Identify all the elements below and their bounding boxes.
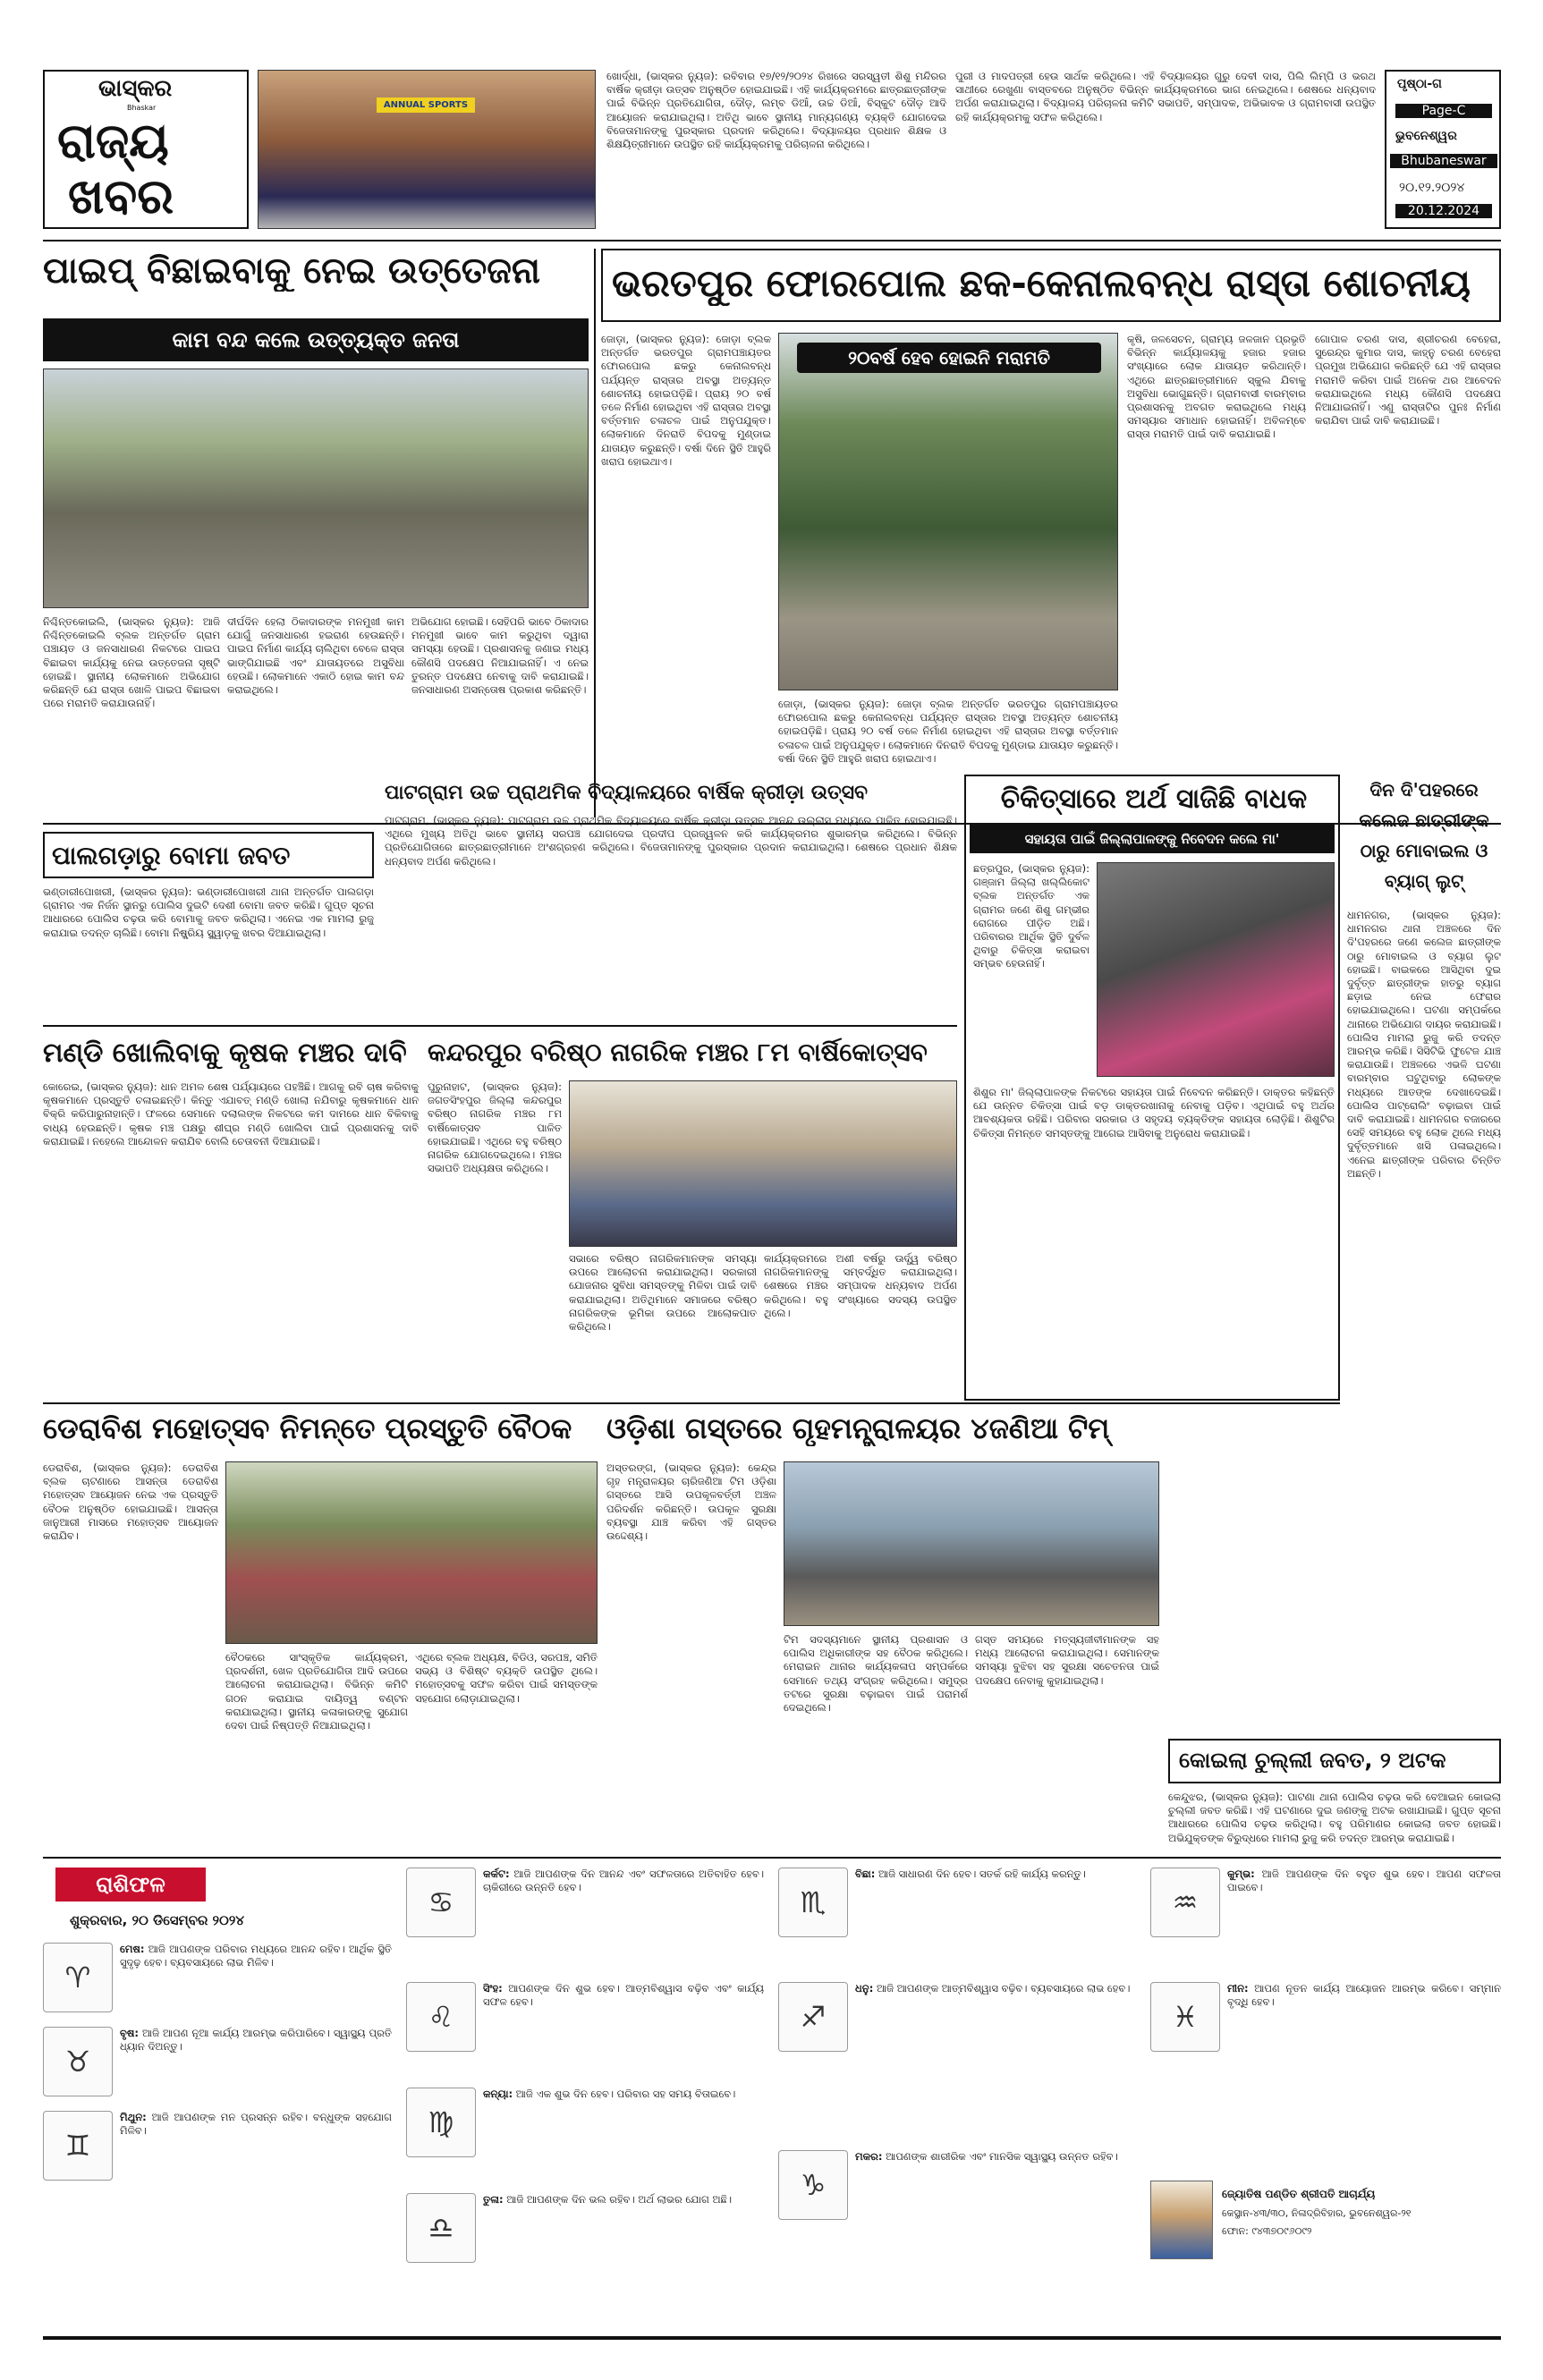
sagittarius-label: ଧନୁ:	[855, 1982, 874, 1995]
aquarius-icon: ♒	[1150, 1868, 1220, 1937]
date-or: ୨୦.୧୨.୨୦୨୪	[1399, 181, 1465, 195]
story7-body: କୋରେଇ, (ଭାସ୍କର ନ୍ୟୁଜ): ଧାନ ଅମଳ ଶେଷ ପର୍ଯ୍ୟାୟରେ ପହଞ୍ଚିଛି। ଆଗକୁ ରବି ଚାଷ କରିବାକୁ କୃଷକମାନେ ପ୍ରସ୍ତୁତି ଚଳାଇଛନ୍ତି। କିନ୍ତୁ ଏଯାବତ୍ ମଣ୍ଡି ଖୋଲା ନଯିବାରୁ କୃଷକମାନେ ଧାନ ବିକ୍ରି କରିପାରୁନାହାନ୍ତି। ଫଳରେ ସେମାନେ ଦଲାଲଙ୍କ ନିକଟରେ କମ ଦାମରେ ଧାନ ବିକିବାକୁ ବାଧ୍ୟ ହେଉଛନ୍ତି। କୃଷକ ମଞ୍ଚ ପକ୍ଷରୁ ଶୀଘ୍ର ମଣ୍ଡି ଖୋଲିବା ପାଇଁ ପ୍ରଶାସନକୁ ଦାବି କରାଯାଇଛି। ନହେଲେ ଆନ୍ଦୋଳନ କରାଯିବ ବୋଲି ଚେତାବନୀ ଦିଆଯାଇଛି।	[43, 1080, 419, 1148]
row-divider-4	[43, 1857, 1501, 1859]
taurus-body: ଆଜି ଆପଣ ନୂଆ କାର୍ଯ୍ୟ ଆରମ୍ଭ କରିପାରିବେ। ସ୍ୱାସ୍ଥ୍ୟ ପ୍ରତି ଧ୍ୟାନ ଦିଅନ୍ତୁ।	[120, 2027, 392, 2054]
story2-headline-box	[601, 249, 1501, 322]
story9-col2: ବୈଠକରେ ସାଂସ୍କୃତିକ କାର୍ଯ୍ୟକ୍ରମ, ପ୍ରଦର୍ଶନୀ, ଖେଳ ପ୍ରତିଯୋଗିତା ଆଦି ଉପରେ ଆଲୋଚନା କରାଯାଇଥିଲା। ବିଭିନ୍ନ କମିଟି ଗଠନ କରାଯାଇ ଦାୟିତ୍ୱ ବଣ୍ଟନ କରାଯାଇଥିଲା। ସ୍ଥାନୀୟ କଳାକାରଙ୍କୁ ସୁଯୋଗ ଦେବା ପାଇଁ ନିଷ୍ପତ୍ତି ନିଆଯାଇଥିଲା।	[225, 1651, 408, 1732]
story9-col1: ଡେରାବିଶ, (ଭାସ୍କର ନ୍ୟୁଜ): ଡେରାବିଶ ବ୍ଲକ ଚାଟଣାରେ ଆସନ୍ତା ଡେରାବିଶ ମହୋତ୍ସବ ଆୟୋଜନ ନେଇ ଏକ ପ୍ରସ୍ତୁତି ବୈଠକ ଅନୁଷ୍ଠିତ ହୋଇଯାଇଛି। ଆସନ୍ତା ଜାନୁଆରୀ ମାସରେ ମହୋତ୍ସବ ଆୟୋଜନ କରାଯିବ।	[43, 1461, 218, 1543]
libra-label: ତୁଳା:	[483, 2193, 504, 2206]
story2-col1b: ଜୋଡ଼ା, (ଭାସ୍କର ନ୍ୟୁଜ): ଜୋଡ଼ା ବ୍ଲକ ଅନ୍ତର୍ଗତ ଭରତପୁର ଗ୍ରାମପଞ୍ଚାୟତର ଫୋରପୋଲ ଛକରୁ କେନାଲବନ୍ଧ ପର୍ଯ୍ୟନ୍ତ ରାସ୍ତାର ଅବସ୍ଥା ଅତ୍ୟନ୍ତ ଶୋଚନୀୟ ହୋଇପଡ଼ିଛି। ପ୍ରାୟ ୨୦ ବର୍ଷ ତଳେ ନିର୍ମାଣ ହୋଇଥିବା ଏହି ରାସ୍ତାର ଅବସ୍ଥା ବର୍ତ୍ତମାନ ଚଳାଚଳ ପାଇଁ ଅନୁପଯୁକ୍ତ। ଲୋକମାନେ ଦିନରାତି ବିପଦକୁ ମୁଣ୍ଡାଇ ଯାତାୟତ କରୁଛନ୍ତି। ବର୍ଷା ଦିନେ ସ୍ଥିତି ଆହୁରି ଖରାପ ହୋଇଥାଏ।	[778, 698, 1118, 765]
masthead-divider	[43, 240, 1501, 241]
cancer-label: କର୍କଟ:	[483, 1868, 510, 1880]
capricorn-label: ମକର:	[855, 2150, 883, 2163]
story11-body: କେନ୍ଦୁଝର, (ଭାସ୍କର ନ୍ୟୁଜ): ପାଟଣା ଥାନା ପୋଲିସ ଚଢ଼ଉ କରି ବେଆଇନ କୋଇଲା ଚୁଲ୍ଲୀ ଜବତ କରିଛି। ଏହି ଘଟଣାରେ ଦୁଇ ଜଣଙ୍କୁ ଅଟକ ରଖାଯାଇଛି। ଗୁପ୍ତ ସୂଚନା ଆଧାରରେ ପୋଲିସ ଚଢ଼ଉ କରିଥିଲା। ବହୁ ପରିମାଣର କୋଇଲା ଜବତ ହୋଇଛି। ଅଭିଯୁକ୍ତଙ୍କ ବିରୁଦ୍ଧରେ ମାମଲା ରୁଜୁ କରି ତଦନ୍ତ ଆରମ୍ଭ କରାଯାଇଛି।	[1168, 1791, 1501, 1844]
zodiac-cancer	[406, 1868, 764, 1975]
aquarius-text	[1227, 1868, 1501, 1973]
story8-photo	[569, 1080, 957, 1247]
gemini-label: ମିଥୁନ:	[120, 2111, 147, 2123]
zodiac-gemini	[43, 2111, 392, 2188]
masthead-story-right: ପୁରୀ ଓ ମାଦପତ୍ରୀ ହେଉ ସାର୍ଥକ କରିଥିଲେ। ଏହି ବିଦ୍ୟାଳୟର ଗୁରୁ ଦେବୀ ଦାସ, ପିଲି ଲିମ୍ପି ଓ ଭରଥ ସାଥୀରେ ରେଖୁଣା ବାସ୍ତବରେ ଅନୁଷ୍ଠିତ ବିଭିନ୍ନ କାର୍ଯ୍ୟକ୍ରମରେ ଭାଗ ନେଇଥିଲେ। ଶେଷରେ ଧନ୍ୟବାଦ ଅର୍ପଣ କରାଯାଇଥିଲା। ବିଦ୍ୟାଳୟ ପରିଚାଳନା କମିଟି ସଭାପତି, ସମ୍ପାଦକ, ଅଭିଭାବକ ଓ ଗ୍ରାମବାସୀ ଉପସ୍ଥିତ ରହି କାର୍ଯ୍ୟକ୍ରମକୁ ସଫଳ କରିଥିଲେ।	[955, 70, 1376, 123]
cancer-text	[483, 1868, 764, 1973]
story8-col3: କାର୍ଯ୍ୟକ୍ରମରେ ଅଶୀ ବର୍ଷରୁ ଊର୍ଦ୍ଧ୍ୱ ବରିଷ୍ଠ ନାଗରିକମାନଙ୍କୁ ସମ୍ବର୍ଦ୍ଧିତ କରାଯାଇଥିଲା। ଶେଷରେ ମଞ୍ଚର ସମ୍ପାଦକ ଧନ୍ୟବାଦ ଅର୍ପଣ କରିଥିଲେ। ବହୁ ସଂଖ୍ୟାରେ ସଦସ୍ୟ ଉପସ୍ଥିତ ଥିଲେ।	[764, 1252, 957, 1319]
story3-headline: ପାଲଗଡ଼ାରୁ ବୋମା ଜବତ	[52, 841, 291, 870]
story10-photo	[784, 1461, 1159, 1626]
scorpio-label: ବିଛା:	[855, 1868, 876, 1880]
section-title-line1: ରାଜ୍ୟ	[57, 113, 169, 169]
story11-headline-box	[1168, 1739, 1501, 1783]
aries-icon: ♈	[43, 1943, 113, 2012]
zodiac-scorpio	[778, 1868, 1136, 1975]
zodiac-sagittarius	[778, 1982, 1136, 2143]
zodiac-aries	[43, 1943, 392, 2020]
gemini-icon: ♊	[43, 2111, 113, 2181]
story2-photo-caption: ୨୦ବର୍ଷ ହେବ ହୋଇନି ମରାମତି	[797, 343, 1101, 373]
cancer-body: ଆଜି ଆପଣଙ୍କ ଦିନ ଆନନ୍ଦ ଏବଂ ସଫଳତାରେ ଅତିବାହିତ ହେବ। ଚାକିରୀରେ ଉନ୍ନତି ହେବ।	[483, 1868, 764, 1894]
story5-photo	[1097, 862, 1335, 1077]
scorpio-text	[855, 1868, 1136, 1973]
story9-col3: ଏଥିରେ ବ୍ଲକ ଅଧ୍ୟକ୍ଷ, ବିଡିଓ, ସରପଞ୍ଚ, ସମିତି ସଭ୍ୟ ଓ ବିଶିଷ୍ଟ ବ୍ୟକ୍ତି ଉପସ୍ଥିତ ଥିଲେ। ମହୋତ୍ସବକୁ ସଫଳ କରିବା ପାଇଁ ସମସ୍ତଙ୍କ ସହଯୋଗ ଲୋଡ଼ାଯାଇଥିଲା।	[415, 1651, 598, 1705]
pisces-body: ଆପଣ ନୂତନ କାର୍ଯ୍ୟ ଆୟୋଜନ ଆରମ୍ଭ କରିବେ। ସମ୍ମାନ ବୃଦ୍ଧି ହେବ।	[1227, 1982, 1501, 2009]
col-divider	[594, 249, 596, 817]
section-title-line2: ଖବର	[68, 168, 174, 224]
story7-headline: ମଣ୍ଡି ଖୋଲିବାକୁ କୃଷକ ମଞ୍ଚର ଦାବି	[43, 1038, 407, 1069]
astrologer-name: ଜ୍ୟୋତିଷ ପଣ୍ଡିତ ଶ୍ରୀପତି ଆଚାର୍ଯ୍ୟ	[1222, 2188, 1376, 2200]
sagittarius-body: ଆଜି ଆପଣଙ୍କ ଆତ୍ମବିଶ୍ୱାସ ବଢ଼ିବ। ବ୍ୟବସାୟରେ ଲାଭ ହେବ।	[876, 1982, 1131, 1995]
aquarius-label: କୁମ୍ଭ:	[1227, 1868, 1255, 1880]
capricorn-body: ଆପଣଙ୍କ ଶାରୀରିକ ଏବଂ ମାନସିକ ସ୍ୱାସ୍ଥ୍ୟ ଉନ୍ନତ ରହିବ।	[886, 2150, 1118, 2163]
brand-tag: Bhaskar	[127, 104, 157, 112]
story2-headline: ଭରତପୁର ଫୋରପୋଲ ଛକ-କେନାଲବନ୍ଧ ରାସ୍ତା ଶୋଚନୀୟ	[612, 261, 1471, 305]
story5-col2: ଶିଶୁର ମା' ଜିଲ୍ଲାପାଳଙ୍କ ନିକଟରେ ସହାୟତା ପାଇଁ ନିବେଦନ କରିଛନ୍ତି। ଡାକ୍ତର କହିଛନ୍ତି ଯେ ଉନ୍ନତ ଚିକିତ୍ସା ପାଇଁ ବଡ଼ ଡାକ୍ତରଖାନାକୁ ନେବାକୁ ପଡ଼ିବ। ଏଥିପାଇଁ ବହୁ ଅର୍ଥର ଆବଶ୍ୟକତା ରହିଛି। ପରିବାର ସରକାର ଓ ସହୃଦୟ ବ୍ୟକ୍ତିଙ୍କ ସହାୟତା ଲୋଡ଼ିଛି। ଶିଶୁଟିର ଚିକିତ୍ସା ନିମନ୍ତେ ସମସ୍ତଙ୍କୁ ଆଗେଇ ଆସିବାକୁ ଅନୁରୋଧ କରାଯାଇଛି।	[973, 1086, 1335, 1139]
story1-col1: ନିଶ୍ଚିନ୍ତକୋଇଲି, (ଭାସ୍କର ନ୍ୟୁଜ): ଆଜି ନିଶ୍ଚିନ୍ତକୋଇଲି ବ୍ଲକ ଅନ୍ତର୍ଗତ ଗ୍ରାମ ପଞ୍ଚାୟତ ଓ ଜନସାଧାରଣ ନିକଟରେ ପାଇପ ବିଛାଇବା କାର୍ଯ୍ୟକୁ ନେଇ ଉତ୍ତେଜନା ସୃଷ୍ଟି ହୋଇଛି। ସ୍ଥାନୀୟ ଲୋକମାନେ ଅଭିଯୋଗ କରିଛନ୍ତି ଯେ ରାସ୍ତା ଖୋଳି ପାଇପ ବିଛାଇବା ପରେ ମରାମତି କରାଯାଉନାହିଁ।	[43, 615, 220, 710]
astrologer-avatar	[1150, 2181, 1213, 2259]
zodiac-aquarius	[1150, 1868, 1501, 1975]
masthead-photo	[258, 70, 596, 229]
zodiac-pisces	[1150, 1982, 1501, 2143]
virgo-icon: ♍	[406, 2088, 476, 2157]
pisces-icon: ♓	[1150, 1982, 1220, 2052]
taurus-label: ବୃଷ:	[120, 2027, 139, 2039]
story5-subhead: ସହାୟତା ପାଇଁ ଜିଲ୍ଲାପାଳଙ୍କୁ ନିବେଦନ କଲେ ମା'	[970, 825, 1335, 853]
story2-col2: କୃଷି, ଜଳସେଚନ, ଗ୍ରାମ୍ୟ ଜଳଜାନ ପ୍ରଭୃତି ବିଭିନ୍ନ କାର୍ଯ୍ୟାଳୟକୁ ହଜାର ହଜାର ସଂଖ୍ୟାରେ ଲୋକ ଯାତାୟତ କରିଥାନ୍ତି। ଏଥିରେ ଛାତ୍ରଛାତ୍ରୀମାନେ ସ୍କୁଲ ଯିବାକୁ ଅସୁବିଧା ଭୋଗୁଛନ୍ତି। ଗ୍ରାମବାସୀ ବାରମ୍ବାର ପ୍ରଶାସନକୁ ଅବଗତ କରାଇଥିଲେ ମଧ୍ୟ ସମସ୍ୟାର ସମାଧାନ ହୋଇନାହିଁ। ଅବିଳମ୍ବେ ରାସ୍ତା ମରାମତି ପାଇଁ ଦାବି କରାଯାଇଛି।	[1127, 333, 1306, 441]
row-divider-3	[43, 1402, 1340, 1404]
virgo-text	[483, 2088, 764, 2184]
virgo-label: କନ୍ୟା:	[483, 2088, 513, 2100]
story6-body: ଧାମନଗର, (ଭାସ୍କର ନ୍ୟୁଜ): ଧାମନଗର ଥାନା ଅଞ୍ଚଳରେ ଦିନ ଦି'ପହରରେ ଜଣେ କଲେଜ ଛାତ୍ରୀଙ୍କ ଠାରୁ ମୋବାଇଲ ଓ ବ୍ୟାଗ ଲୁଟ ହୋଇଛି। ବାଇକରେ ଆସିଥିବା ଦୁଇ ଦୁର୍ବୃତ୍ତ ଛାତ୍ରୀଙ୍କ ହାତରୁ ବ୍ୟାଗ ଛଡ଼ାଇ ନେଇ ଫେରାର ହୋଇଯାଇଥିଲେ। ଘଟଣା ସମ୍ପର୍କରେ ଥାନାରେ ଅଭିଯୋଗ ଦାୟର କରାଯାଇଛି। ପୋଲିସ ମାମଲା ରୁଜୁ କରି ତଦନ୍ତ ଆରମ୍ଭ କରିଛି। ସିସିଟିଭି ଫୁଟେଜ ଯାଞ୍ଚ କରାଯାଉଛି। ଅଞ୍ଚଳରେ ଏଭଳି ଘଟଣା ବାରମ୍ବାର ଘଟୁଥିବାରୁ ଲୋକଙ୍କ ମଧ୍ୟରେ ଆତଙ୍କ ଦେଖାଦେଇଛି। ପୋଲିସ ପାଟ୍ରୋଲିଂ ବଢ଼ାଇବା ପାଇଁ ଦାବି କରାଯାଇଛି। ଧାମନଗର ବଜାରରେ ସେହି ସମୟରେ ବହୁ ଲୋକ ଥିଲେ ମଧ୍ୟ ଦୁର୍ବୃତ୍ତମାନେ ଖସି ପଳାଇଥିଲେ। ଏନେଇ ଛାତ୍ରୀଙ୍କ ପରିବାର ଚିନ୍ତିତ ଅଛନ୍ତି।	[1347, 909, 1501, 1180]
libra-text	[483, 2193, 764, 2290]
city-or: ଭୁବନେଶ୍ୱର	[1395, 129, 1457, 143]
page-bottom-rule	[43, 2336, 1501, 2340]
story6-box	[1347, 775, 1501, 1732]
story8-headline: କନ୍ଦରପୁର ବରିଷ୍ଠ ନାଗରିକ ମଞ୍ଚର ୮ମ ବାର୍ଷିକୋତ୍ସବ	[428, 1038, 928, 1067]
zodiac-leo	[406, 1982, 764, 2080]
story1-col2: ଦୀର୍ଘଦିନ ହେଲା ଠିକାଦାରଙ୍କ ମନମୁଖୀ କାମ ଯୋଗୁଁ ଜନସାଧାରଣ ହଇରାଣ ହେଉଛନ୍ତି। ପାଇପ ନିର୍ମାଣ କାର୍ଯ୍ୟ ଚାଲିଥିବା ବେଳେ ରାସ୍ତା ଭାଙ୍ଗିଯାଇଛି ଏବଂ ଯାତାୟତରେ ଅସୁବିଧା ହେଉଛି। ଲୋକମାନେ ଏକାଠି ହୋଇ କାମ ବନ୍ଦ କରାଇଥିଲେ।	[227, 615, 404, 697]
scorpio-body: ଆଜି ସାଧାରଣ ଦିନ ହେବ। ସତର୍କ ରହି କାର୍ଯ୍ୟ କରନ୍ତୁ।	[878, 1868, 1086, 1880]
zodiac-capricorn	[778, 2150, 1136, 2293]
leo-label: ସିଂହ:	[483, 1982, 503, 1995]
masthead	[43, 70, 1501, 231]
story5-headline: ଚିକିତ୍ସାରେ ଅର୍ଥ ସାଜିଛି ବାଧକ	[1000, 783, 1308, 815]
story8-col1: ପୁରୁନାହାଟ, (ଭାସ୍କର ନ୍ୟୁଜ): ଜଗତସିଂହପୁର ଜିଲ୍ଲା କନ୍ଦରପୁର ବରିଷ୍ଠ ନାଗରିକ ମଞ୍ଚର ୮ମ ବାର୍ଷିକୋତ୍ସବ ପାଳିତ ହୋଇଯାଇଛି। ଏଥିରେ ବହୁ ବରିଷ୍ଠ ନାଗରିକ ଯୋଗଦେଇଥିଲେ। ମଞ୍ଚର ସଭାପତି ଅଧ୍ୟକ୍ଷତା କରିଥିଲେ।	[428, 1080, 562, 1175]
aquarius-body: ଆଜି ଆପଣଙ୍କ ଦିନ ବହୁତ ଶୁଭ ହେବ। ଆପଣ ସଫଳତା ପାଇବେ।	[1227, 1868, 1501, 1894]
story4-body: ପାଟଗ୍ରାମ, (ଭାସ୍କର ନ୍ୟୁଜ): ପାଟଗ୍ରାମ ଉଚ୍ଚ ପ୍ରାଥମିକ ବିଦ୍ୟାଳୟରେ ବାର୍ଷିକ କ୍ରୀଡ଼ା ଉତ୍ସବ ଆନନ୍ଦ ଉଲ୍ଲାସ ମଧ୍ୟରେ ପାଳିତ ହୋଇଯାଇଛି। ଏଥିରେ ମୁଖ୍ୟ ଅତିଥି ଭାବେ ସ୍ଥାନୀୟ ସରପଞ୍ଚ ଯୋଗଦେଇ ପ୍ରଦୀପ ପ୍ରଜ୍ୱଳନ କରି କାର୍ଯ୍ୟକ୍ରମର ଶୁଭାରମ୍ଭ କରିଥିଲେ। ବିଭିନ୍ନ ପ୍ରତିଯୋଗିତାରେ ଛାତ୍ରଛାତ୍ରୀମାନେ ଅଂଶଗ୍ରହଣ କରିଥିଲେ। ବିଜେତାମାନଙ୍କୁ ପୁରସ୍କାର ପ୍ରଦାନ କରାଯାଇଥିଲା। ଶେଷରେ ପ୍ରଧାନ ଶିକ୍ଷକ ଧନ୍ୟବାଦ ଅର୍ପଣ କରିଥିଲେ।	[385, 814, 957, 868]
zodiac-libra	[406, 2193, 764, 2291]
horoscope-title: ରାଶିଫଳ	[55, 1868, 206, 1901]
sports-banner: ANNUAL SPORTS	[377, 97, 475, 113]
story1-col3: ଅଭିଯୋଗ ହୋଇଛି। ସେହିପରି ଭାବେ ଠିକାଦାର ମନମୁଖୀ ଭାବେ କାମ କରୁଥିବା ଦ୍ୱାରା ସମସ୍ୟା ହେଉଛି। ପ୍ରଶାସନକୁ ଜଣାଇ ମଧ୍ୟ କୌଣସି ପଦକ୍ଷେପ ନିଆଯାଇନାହିଁ। ଏ ନେଇ ତୁରନ୍ତ ପଦକ୍ଷେପ ନେବାକୁ ଦାବି କରାଯାଇଛି। ଜନସାଧାରଣ ଅସନ୍ତୋଷ ପ୍ରକାଶ କରିଛନ୍ତି।	[411, 615, 589, 697]
leo-text	[483, 1982, 764, 2079]
pisces-label: ମୀନ:	[1227, 1982, 1249, 1995]
masthead-story-left: ଖୋର୍ଦ୍ଧା, (ଭାସ୍କର ନ୍ୟୁଜ): ରବିବାର ୧୭/୧୨/୨୦୨୪ ରିଖରେ ସରସ୍ୱତୀ ଶିଶୁ ମନ୍ଦିରର ବାର୍ଷିକ କ୍ରୀଡ଼ା ଉତ୍ସବ ଅନୁଷ୍ଠିତ ହୋଇଯାଇଛି। ଏହି କାର୍ଯ୍ୟକ୍ରମରେ ଛାତ୍ରଛାତ୍ରୀଙ୍କ ପାଇଁ ବିଭିନ୍ନ ପ୍ରତିଯୋଗିତା, ଦୌଡ଼, ଲମ୍ବ ଡିଆଁ, ଉଚ୍ଚ ଡିଆଁ, ବିସ୍କୁଟ ଦୌଡ଼ ଆଦି ଆୟୋଜନ କରାଯାଇଥିଲା। ଅତିଥି ଭାବେ ସ୍ଥାନୀୟ ମାନ୍ୟଗଣ୍ୟ ବ୍ୟକ୍ତି ଯୋଗଦେଇ ବିଜେତାମାନଙ୍କୁ ପୁରସ୍କାର ପ୍ରଦାନ କରିଥିଲେ। ବିଦ୍ୟାଳୟର ପ୍ରଧାନ ଶିକ୍ଷକ ଓ ଶିକ୍ଷୟିତ୍ରୀମାନେ ଉପସ୍ଥିତ ରହି କାର୍ଯ୍ୟକ୍ରମକୁ ପରିଚାଳନା କରିଥିଲେ।	[606, 70, 946, 151]
page-label-or: ପୃଷ୍ଠା-ଗ	[1397, 77, 1442, 91]
libra-icon: ♎	[406, 2193, 476, 2263]
story3-headline-box	[43, 832, 374, 878]
scorpio-icon: ♏	[778, 1868, 848, 1937]
story2-col1: ଜୋଡ଼ା, (ଭାସ୍କର ନ୍ୟୁଜ): ଜୋଡ଼ା ବ୍ଲକ ଅନ୍ତର୍ଗତ ଭରତପୁର ଗ୍ରାମପଞ୍ଚାୟତର ଫୋରପୋଲ ଛକରୁ କେନାଲବନ୍ଧ ପର୍ଯ୍ୟନ୍ତ ରାସ୍ତାର ଅବସ୍ଥା ଅତ୍ୟନ୍ତ ଶୋଚନୀୟ ହୋଇପଡ଼ିଛି। ପ୍ରାୟ ୨୦ ବର୍ଷ ତଳେ ନିର୍ମାଣ ହୋଇଥିବା ଏହି ରାସ୍ତାର ଅବସ୍ଥା ବର୍ତ୍ତମାନ ଚଳାଚଳ ପାଇଁ ଅନୁପଯୁକ୍ତ। ଲୋକମାନେ ଦିନରାତି ବିପଦକୁ ମୁଣ୍ଡାଇ ଯାତାୟତ କରୁଛନ୍ତି। ବର୍ଷା ଦିନେ ସ୍ଥିତି ଆହୁରି ଖରାପ ହୋଇଥାଏ।	[601, 333, 771, 468]
astrologer-phone: ଫୋନ: ୯୪୩୭୦୯୬୦୯୨	[1222, 2225, 1312, 2237]
pisces-text	[1227, 1982, 1501, 2141]
story5-box	[964, 775, 1340, 1401]
zodiac-taurus	[43, 2027, 392, 2104]
astrologer-box	[1150, 2172, 1501, 2270]
libra-body: ଆଜି ଆପଣଙ୍କ ଦିନ ଭଲ ରହିବ। ଅର୍ଥ ଲାଭର ଯୋଗ ଅଛି।	[506, 2193, 733, 2206]
story10-col1: ଅସ୍ତରଙ୍ଗ, (ଭାସ୍କର ନ୍ୟୁଜ): କେନ୍ଦ୍ର ଗୃହ ମନ୍ତ୍ରାଳୟର ଚାରିଜଣିଆ ଟିମ ଓଡ଼ିଶା ଗସ୍ତରେ ଆସି ଉପକୂଳବର୍ତ୍ତୀ ଅଞ୍ଚଳ ପରିଦର୍ଶନ କରିଛନ୍ତି। ଉପକୂଳ ସୁରକ୍ଷା ବ୍ୟବସ୍ଥା ଯାଞ୍ଚ କରିବା ଏହି ଗସ୍ତର ଉଦ୍ଦେଶ୍ୟ।	[606, 1461, 776, 1543]
story9-photo	[225, 1461, 598, 1644]
story3-body: ଭଣ୍ଡାରୀପୋଖରୀ, (ଭାସ୍କର ନ୍ୟୁଜ): ଭଣ୍ଡାରୀପୋଖରୀ ଥାନା ଅନ୍ତର୍ଗତ ପାଲଗଡ଼ା ଗ୍ରାମର ଏକ ନିର୍ଜନ ସ୍ଥାନରୁ ପୋଲିସ ଦୁଇଟି ଦେଶୀ ବୋମା ଜବତ କରିଛି। ଗୁପ୍ତ ସୂଚନା ଆଧାରରେ ପୋଲିସ ଚଢ଼ଉ କରି ବୋମାକୁ ଜବତ କରିଥିଲା। ଏନେଇ ଏକ ମାମଲା ରୁଜୁ କରାଯାଇ ତଦନ୍ତ ଚାଲିଛି। ବୋମା ନିଷ୍କ୍ରିୟ ସ୍କ୍ୱାଡ଼କୁ ଖବର ଦିଆଯାଇଥିଲା।	[43, 885, 374, 939]
story10-col3: ଗସ୍ତ ସମୟରେ ମତ୍ସ୍ୟଜୀବୀମାନଙ୍କ ସହ ମଧ୍ୟ ଆଲୋଚନା କରାଯାଇଥିଲା। ସେମାନଙ୍କ ସମସ୍ୟା ବୁଝିବା ସହ ସୁରକ୍ଷା ସଚେତନତା ପାଇଁ ପଦକ୍ଷେପ ନେବାକୁ କୁହାଯାଇଥିଲା।	[975, 1633, 1159, 1687]
page-info-box	[1385, 70, 1501, 229]
story11-headline: କୋଇଲା ଚୁଲ୍ଲୀ ଜବତ, ୨ ଅଟକ	[1179, 1748, 1446, 1773]
story9-headline: ଡେରାବିଶ ମହୋତ୍ସବ ନିମନ୍ତେ ପ୍ରସ୍ତୁତି ବୈଠକ	[43, 1411, 572, 1445]
story1-photo	[43, 368, 589, 608]
story2-photo	[778, 333, 1118, 690]
sagittarius-icon: ♐	[778, 1982, 848, 2052]
taurus-icon: ♉	[43, 2027, 113, 2096]
row-divider-2	[43, 1025, 957, 1027]
story6-headline: ଦିନ ଦି'ପହରରେ କଲେଜ ଛାତ୍ରୀଙ୍କ ଠାରୁ ମୋବାଇଲ ଓ ବ୍ୟାଗ୍ ଲୁଟ୍	[1359, 779, 1489, 892]
page-label-en: Page-C	[1395, 104, 1492, 118]
capricorn-text	[855, 2150, 1136, 2291]
leo-body: ଆପଣଙ୍କ ଦିନ ଶୁଭ ହେବ। ଆତ୍ମବିଶ୍ୱାସ ବଢ଼ିବ ଏବଂ କାର୍ଯ୍ୟ ସଫଳ ହେବ।	[483, 1982, 764, 2009]
city-en: Bhubaneswar	[1390, 154, 1497, 168]
story4-headline-text: ପାଟଗ୍ରାମ ଉଚ୍ଚ ପ୍ରାଥମିକ ବିଦ୍ୟାଳୟରେ ବାର୍ଷିକ କ୍ରୀଡ଼ା ଉତ୍ସବ	[385, 782, 869, 804]
capricorn-icon: ♑	[778, 2150, 848, 2220]
story1-headline: ପାଇପ୍ ବିଛାଇବାକୁ ନେଇ ଉତ୍ତେଜନା	[43, 250, 541, 292]
story10-headline: ଓଡ଼ିଶା ଗସ୍ତରେ ଗୃହମନ୍ତ୍ରାଳୟର ୪ଜଣିଆ ଟିମ୍	[606, 1411, 1110, 1445]
story2-col3: ଗୋପାଳ ଚରଣ ଦାସ, ଶ୍ରୀଚରଣ ବେହେରା, ସୁରେନ୍ଦ୍ର କୁମାର ଦାସ, କାହ୍ନୁ ଚରଣ ବେହେରା ପ୍ରମୁଖ ଅଭିଯୋଗ କରିଛନ୍ତି ଯେ ଏହି ରାସ୍ତାର ମରାମତି କରିବା ପାଇଁ ଅନେକ ଥର ଆବେଦନ କରାଯାଇଥିଲେ ମଧ୍ୟ କୌଣସି ପଦକ୍ଷେପ ନିଆଯାଇନାହିଁ। ଏଣୁ ରାସ୍ତାଟିର ପୁନଃ ନିର୍ମାଣ କରାଯିବା ପାଇଁ ଦାବି କରାଯାଇଛି।	[1315, 333, 1501, 428]
story5-col1: ଛତ୍ରପୁର, (ଭାସ୍କର ନ୍ୟୁଜ): ଗଞ୍ଜାମ ଜିଲ୍ଲା ଖଲ୍ଲିକୋଟ ବ୍ଲକ ଅନ୍ତର୍ଗତ ଏକ ଗ୍ରାମର ଜଣେ ଶିଶୁ ଗମ୍ଭୀର ରୋଗରେ ପୀଡ଼ିତ ଅଛି। ପରିବାରର ଆର୍ଥିକ ସ୍ଥିତି ଦୁର୍ବଳ ଥିବାରୁ ଚିକିତ୍ସା କରାଇବା ସମ୍ଭବ ହେଉନାହିଁ।	[973, 862, 1089, 970]
sagittarius-text	[855, 1982, 1136, 2141]
zodiac-virgo	[406, 2088, 764, 2186]
gemini-text	[120, 2111, 392, 2186]
taurus-text	[120, 2027, 392, 2102]
horoscope-section	[43, 1868, 1501, 2350]
story1-subhead: କାମ ବନ୍ଦ କଲେ ଉତ୍ତ୍ୟକ୍ତ ଜନତା	[43, 318, 589, 361]
story8-col2: ସଭାରେ ବରିଷ୍ଠ ନାଗରିକମାନଙ୍କ ସମସ୍ୟା ଉପରେ ଆଲୋଚନା କରାଯାଇଥିଲା। ସରକାରୀ ଯୋଜନାର ସୁବିଧା ସମସ୍ତଙ୍କୁ ମିଳିବା ପାଇଁ ଦାବି କରାଯାଇଥିଲା। ଅତିଥିମାନେ ସମାଜରେ ବରିଷ୍ଠ ନାଗରିକଙ୍କ ଭୂମିକା ଉପରେ ଆଲୋକପାତ କରିଥିଲେ।	[569, 1252, 757, 1334]
story10-col2: ଟିମ ସଦସ୍ୟମାନେ ସ୍ଥାନୀୟ ପ୍ରଶାସନ ଓ ପୋଲିସ ଅଧିକାରୀଙ୍କ ସହ ବୈଠକ କରିଥିଲେ। ମେରାଇନ ଥାନାର କାର୍ଯ୍ୟକଳାପ ସମ୍ପର୍କରେ ସେମାନେ ତଥ୍ୟ ସଂଗ୍ରହ କରିଥିଲେ। ସମୁଦ୍ର ତଟରେ ସୁରକ୍ଷା ବଢ଼ାଇବା ପାଇଁ ପରାମର୍ଶ ଦେଇଥିଲେ।	[784, 1633, 968, 1715]
virgo-body: ଆଜି ଏକ ଶୁଭ ଦିନ ହେବ। ପରିବାର ସହ ସମୟ ବିତାଇବେ।	[515, 2088, 736, 2100]
aries-body: ଆଜି ଆପଣଙ୍କ ପରିବାର ମଧ୍ୟରେ ଆନନ୍ଦ ରହିବ। ଆର୍ଥିକ ସ୍ଥିତି ସୁଦୃଢ଼ ହେବ। ବ୍ୟବସାୟରେ ଲାଭ ମିଳିବ।	[120, 1943, 392, 1969]
leo-icon: ♌	[406, 1982, 476, 2052]
gemini-body: ଆଜି ଆପଣଙ୍କ ମନ ପ୍ରସନ୍ନ ରହିବ। ବନ୍ଧୁଙ୍କ ସହଯୋଗ ମିଳିବ।	[120, 2111, 392, 2138]
astrologer-address: କେସ୍ଥାନ-୪୩/୩୦, ନିଳାଦ୍ରିବିହାର, ଭୁବନେଶ୍ୱର-୨୧	[1222, 2207, 1412, 2219]
aries-text	[120, 1943, 392, 2018]
brand-name: ଭାସ୍କର	[98, 75, 173, 102]
aries-label: ମେଷ:	[120, 1943, 145, 1955]
date-en: 20.12.2024	[1395, 204, 1492, 218]
masthead-logo-box	[43, 70, 249, 229]
story4-box	[385, 782, 957, 1016]
cancer-icon: ♋	[406, 1868, 476, 1937]
horoscope-date: ଶୁକ୍ରବାର, ୨୦ ଡିସେମ୍ବର ୨୦୨୪	[70, 1912, 244, 1928]
